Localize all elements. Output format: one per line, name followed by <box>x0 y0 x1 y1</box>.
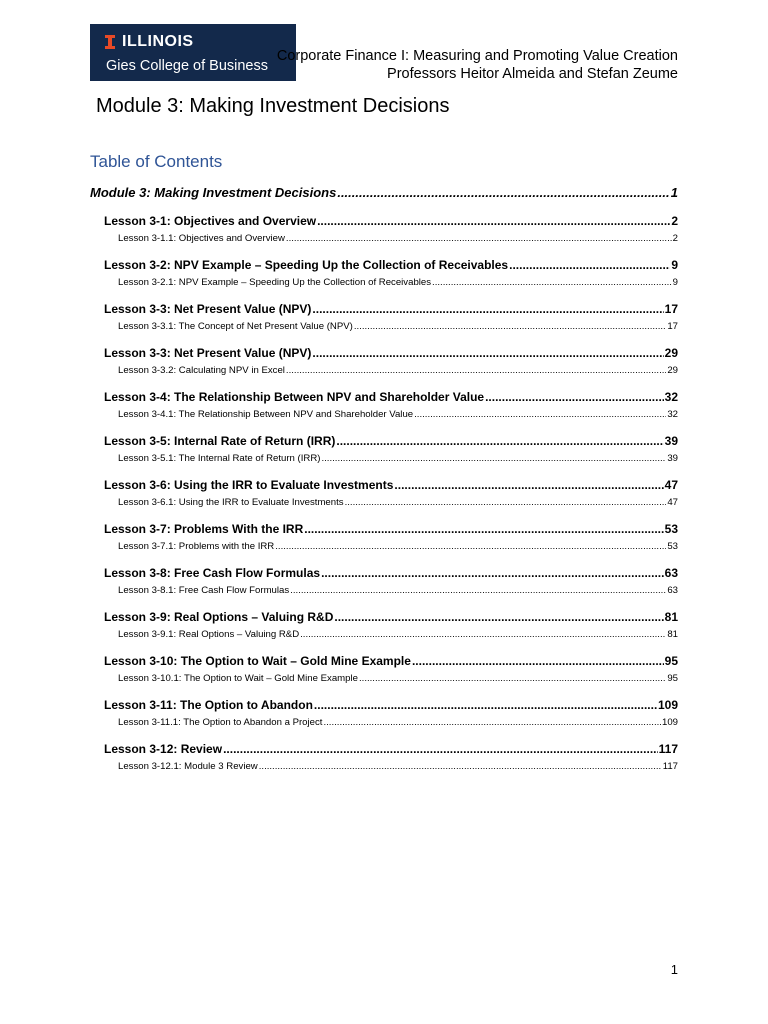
toc-entry-sublesson[interactable] <box>90 320 678 334</box>
toc-entry-title: Lesson 3-12.1: Module 3 Review <box>118 761 258 772</box>
course-professors: Professors Heitor Almeida and Stefan Zeume <box>387 66 678 82</box>
toc-leader-dots <box>323 716 661 730</box>
toc-leader-dots <box>286 364 666 378</box>
toc-leader-dots <box>286 232 672 246</box>
toc-entry-page: 117 <box>658 742 678 756</box>
toc-leader-dots <box>317 212 670 230</box>
toc-entry-page: 9 <box>672 277 678 288</box>
toc-entry-lesson[interactable] <box>90 300 678 318</box>
toc-entry-page: 109 <box>661 717 678 728</box>
toc-entry-sublesson[interactable] <box>90 452 678 466</box>
toc-entry-page: 29 <box>667 365 678 376</box>
toc-entry-page: 17 <box>667 321 678 332</box>
toc-entry-title: Lesson 3-5: Internal Rate of Return (IRR) <box>104 434 336 448</box>
toc-entry-title: Lesson 3-1: Objectives and Overview <box>104 214 317 228</box>
illinois-gies-logo <box>90 24 296 81</box>
toc-entry-title: Lesson 3-3.2: Calculating NPV in Excel <box>118 365 285 376</box>
toc-entry-sublesson[interactable] <box>90 496 678 510</box>
toc-entry-page: 81 <box>664 610 678 624</box>
toc-entry-title: Lesson 3-5.1: The Internal Rate of Return (IRR) <box>118 453 321 464</box>
toc-entry-title: Lesson 3-6.1: Using the IRR to Evaluate Investments <box>118 497 344 508</box>
toc-leader-dots <box>321 452 666 466</box>
toc-leader-dots <box>290 584 666 598</box>
toc-leader-dots <box>485 388 664 406</box>
toc-leader-dots <box>304 520 663 538</box>
block-i-icon <box>105 35 115 49</box>
toc-entry-page: 95 <box>664 654 678 668</box>
toc-leader-dots <box>312 344 663 362</box>
toc-entry-page: 2 <box>672 233 678 244</box>
toc-entry-title: Lesson 3-3: Net Present Value (NPV) <box>104 302 312 316</box>
toc-entry-title: Lesson 3-9: Real Options – Valuing R&D <box>104 610 334 624</box>
toc-entry-page: 47 <box>664 478 678 492</box>
toc-leader-dots <box>275 540 666 554</box>
toc-entry-sublesson[interactable] <box>90 232 678 246</box>
toc-entry-title: Module 3: Making Investment Decisions <box>90 185 337 200</box>
toc-entry-sublesson[interactable] <box>90 584 678 598</box>
toc-entry-page: 95 <box>667 673 678 684</box>
toc-leader-dots <box>345 496 667 510</box>
toc-entry-lesson[interactable] <box>90 212 678 230</box>
toc-entry-title: Lesson 3-2.1: NPV Example – Speeding Up the Collection of Receivables <box>118 277 432 288</box>
toc-entry-title: Lesson 3-1.1: Objectives and Overview <box>118 233 285 244</box>
course-title: Corporate Finance I: Measuring and Promoting Value Creation <box>276 48 678 64</box>
toc-entry-sublesson[interactable] <box>90 628 678 642</box>
toc-entry-title: Lesson 3-8.1: Free Cash Flow Formulas <box>118 585 290 596</box>
toc-entry-module[interactable] <box>90 183 678 203</box>
toc-entry-page: 81 <box>667 629 678 640</box>
toc-leader-dots <box>334 608 663 626</box>
toc-entry-page: 1 <box>670 185 678 200</box>
toc-entry-page: 17 <box>664 302 678 316</box>
toc-leader-dots <box>300 628 666 642</box>
toc-entry-lesson[interactable] <box>90 520 678 538</box>
toc-leader-dots <box>509 256 670 274</box>
toc-leader-dots <box>432 276 672 290</box>
toc-entry-page: 39 <box>667 453 678 464</box>
toc-leader-dots <box>259 760 662 774</box>
toc-leader-dots <box>223 740 658 758</box>
toc-leader-dots <box>314 696 657 714</box>
toc-entry-lesson[interactable] <box>90 696 678 714</box>
toc-leader-dots <box>312 300 663 318</box>
toc-entry-title: Lesson 3-4: The Relationship Between NPV and Shareholder Value <box>104 390 485 404</box>
logo-college-text: Gies College of Business <box>106 58 268 74</box>
toc-entry-sublesson[interactable] <box>90 408 678 422</box>
toc-entry-lesson[interactable] <box>90 740 678 758</box>
toc-entry-page: 53 <box>664 522 678 536</box>
toc-entry-lesson[interactable] <box>90 432 678 450</box>
toc-entry-sublesson[interactable] <box>90 672 678 686</box>
toc-entry-title: Lesson 3-11: The Option to Abandon <box>104 698 313 712</box>
toc-entry-page: 39 <box>664 434 678 448</box>
toc-leader-dots <box>359 672 666 686</box>
toc-entry-page: 9 <box>671 258 678 272</box>
toc-leader-dots <box>414 408 666 422</box>
toc-entry-page: 63 <box>664 566 678 580</box>
toc-entry-lesson[interactable] <box>90 652 678 670</box>
toc-entry-title: Lesson 3-10: The Option to Wait – Gold Mine Example <box>104 654 411 668</box>
logo-illinois-text: ILLINOIS <box>122 33 194 50</box>
toc-entry-page: 32 <box>667 409 678 420</box>
toc-entry-page: 117 <box>662 761 678 772</box>
toc-entry-sublesson[interactable] <box>90 760 678 774</box>
toc-entry-sublesson[interactable] <box>90 540 678 554</box>
toc-entry-page: 29 <box>664 346 678 360</box>
toc-entry-title: Lesson 3-8: Free Cash Flow Formulas <box>104 566 321 580</box>
toc-entry-title: Lesson 3-9.1: Real Options – Valuing R&D <box>118 629 300 640</box>
toc-entry-lesson[interactable] <box>90 608 678 626</box>
toc-leader-dots <box>321 564 664 582</box>
toc-entry-sublesson[interactable] <box>90 716 678 730</box>
table-of-contents <box>90 183 678 784</box>
toc-lessons <box>90 212 678 774</box>
toc-entry-page: 109 <box>657 698 678 712</box>
toc-entry-sublesson[interactable] <box>90 276 678 290</box>
toc-entry-title: Lesson 3-3: Net Present Value (NPV) <box>104 346 312 360</box>
course-header <box>277 47 678 83</box>
toc-entry-page: 63 <box>667 585 678 596</box>
toc-entry-title: Lesson 3-7: Problems With the IRR <box>104 522 304 536</box>
toc-entry-sublesson[interactable] <box>90 364 678 378</box>
toc-leader-dots <box>354 320 667 334</box>
toc-entry-title: Lesson 3-3.1: The Concept of Net Present Value (NPV) <box>118 321 353 332</box>
toc-entry-title: Lesson 3-6: Using the IRR to Evaluate Investments <box>104 478 394 492</box>
toc-entry-title: Lesson 3-11.1: The Option to Abandon a Project <box>118 717 323 728</box>
toc-entry-title: Lesson 3-7.1: Problems with the IRR <box>118 541 275 552</box>
toc-entry-title: Lesson 3-12: Review <box>104 742 223 756</box>
toc-entry-lesson[interactable] <box>90 388 678 406</box>
toc-leader-dots <box>412 652 664 670</box>
toc-entry-lesson[interactable] <box>90 564 678 582</box>
toc-entry-lesson[interactable] <box>90 344 678 362</box>
page-title: Module 3: Making Investment Decisions <box>96 95 450 117</box>
toc-entry-title: Lesson 3-10.1: The Option to Wait – Gold Mine Example <box>118 673 358 684</box>
toc-entry-page: 32 <box>664 390 678 404</box>
toc-entry-title: Lesson 3-4.1: The Relationship Between NPV and Shareholder Value <box>118 409 414 420</box>
toc-entry-lesson[interactable] <box>90 256 678 274</box>
toc-entry-page: 53 <box>667 541 678 552</box>
toc-leader-dots <box>337 183 669 203</box>
page-number: 1 <box>670 962 678 977</box>
toc-entry-page: 2 <box>671 214 678 228</box>
toc-leader-dots <box>394 476 663 494</box>
toc-entry-page: 47 <box>667 497 678 508</box>
toc-heading: Table of Contents <box>90 152 223 171</box>
toc-entry-title: Lesson 3-2: NPV Example – Speeding Up the Collection of Receivables <box>104 258 509 272</box>
toc-entry-lesson[interactable] <box>90 476 678 494</box>
toc-leader-dots <box>336 432 663 450</box>
